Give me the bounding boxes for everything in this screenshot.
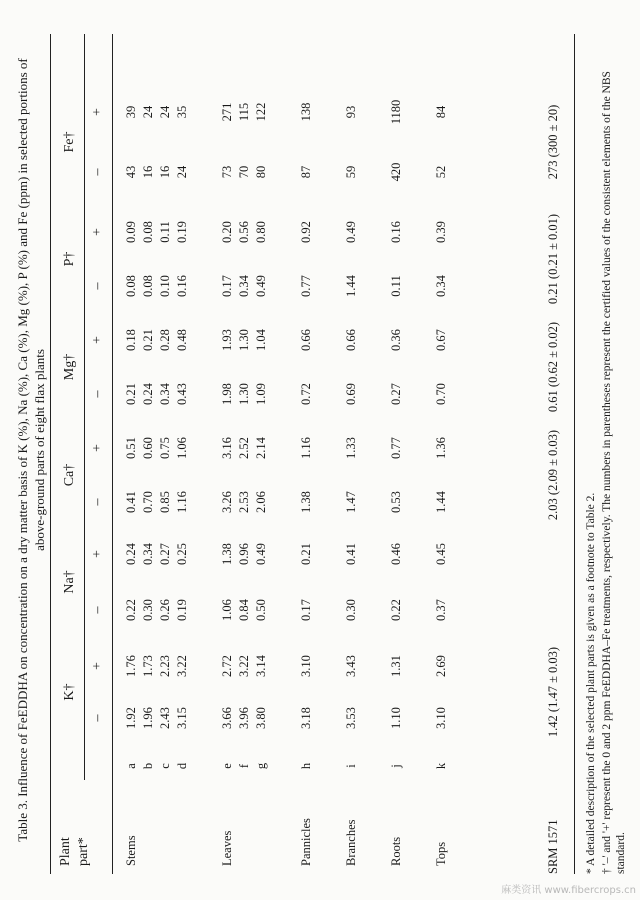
table-cell: 0.43 xyxy=(175,383,189,405)
srm-ca: 2.03 (2.09 ± 0.03) xyxy=(546,429,560,521)
plant-part-name: Leaves xyxy=(220,830,234,866)
sign-plus: + xyxy=(90,662,105,670)
table-cell: 0.49 xyxy=(344,221,358,243)
plant-part-name: Roots xyxy=(389,836,403,866)
table-cell: 0.17 xyxy=(220,275,234,297)
top-rule xyxy=(50,34,51,874)
element-header: P† xyxy=(62,251,77,267)
element-header: Mg† xyxy=(62,353,77,381)
table-cell: 0.21 xyxy=(141,329,155,351)
plant-part-name: Branches xyxy=(344,819,358,866)
table-cell: 1.06 xyxy=(220,599,234,621)
table-cell: 70 xyxy=(237,165,251,179)
table-cell: 0.72 xyxy=(299,383,313,405)
sign-minus: – xyxy=(90,498,105,506)
table-cell: 0.66 xyxy=(299,329,313,351)
table-cell: 0.18 xyxy=(124,329,138,351)
table-cell: 1.38 xyxy=(299,491,313,513)
srm-label: SRM 1571 xyxy=(546,819,560,874)
sign-plus: + xyxy=(90,108,105,116)
table-cell: 0.24 xyxy=(124,543,138,565)
srm-k: 1.42 (1.47 ± 0.03) xyxy=(546,646,560,738)
table-cell: 0.21 xyxy=(299,543,313,565)
row-code: g xyxy=(254,762,268,770)
srm-mg: 0.61 (0.62 ± 0.02) xyxy=(546,321,560,413)
table-cell: 43 xyxy=(124,165,138,179)
table-cell: 0.49 xyxy=(254,275,268,297)
table-cell: 0.45 xyxy=(434,543,448,565)
table-cell: 0.69 xyxy=(344,383,358,405)
table-cell: 0.19 xyxy=(175,221,189,243)
table-cell: 1.44 xyxy=(344,275,358,297)
table-cell: 0.27 xyxy=(158,543,172,565)
bottom-rule xyxy=(574,34,575,874)
table-cell: 0.37 xyxy=(434,599,448,621)
table-cell: 0.24 xyxy=(141,383,155,405)
table-cell: 0.22 xyxy=(124,599,138,621)
table-cell: 2.23 xyxy=(158,655,172,677)
table-cell: 52 xyxy=(434,165,448,179)
table-cell: 0.92 xyxy=(299,221,313,243)
table-cell: 0.48 xyxy=(175,329,189,351)
table-cell: 0.17 xyxy=(299,599,313,621)
table-cell: 0.10 xyxy=(158,275,172,297)
table-cell: 24 xyxy=(141,105,155,119)
table-cell: 0.70 xyxy=(434,383,448,405)
table-cell: 1.06 xyxy=(175,437,189,459)
table-cell: 115 xyxy=(237,102,251,122)
sign-plus: + xyxy=(90,336,105,344)
sign-minus: – xyxy=(90,282,105,290)
table-cell: 0.22 xyxy=(389,599,403,621)
table-cell: 3.15 xyxy=(175,707,189,729)
plant-part-header: Plant xyxy=(58,837,73,866)
table-cell: 0.20 xyxy=(220,221,234,243)
table-cell: 1.31 xyxy=(389,655,403,677)
table-cell: 0.41 xyxy=(124,491,138,513)
table-cell: 3.18 xyxy=(299,707,313,729)
table-cell: 1.38 xyxy=(220,543,234,565)
table-cell: 1.36 xyxy=(434,437,448,459)
footnote-2: † '–' and '+' represent the 0 and 2 ppm FeEDDHA–Fe treatments, respectively. The numbers in parentheses represent the certified values of the consistent elements of the NBS standard. xyxy=(601,71,627,874)
row-code: h xyxy=(299,762,313,770)
table-cell: 0.46 xyxy=(389,543,403,565)
table-cell: 24 xyxy=(158,105,172,119)
sign-minus: – xyxy=(90,714,105,722)
table-cell: 1.30 xyxy=(237,329,251,351)
table-cell: 271 xyxy=(220,102,234,122)
sign-plus: + xyxy=(90,228,105,236)
table-cell: 0.67 xyxy=(434,329,448,351)
element-header: Na† xyxy=(62,570,77,594)
table-cell: 0.36 xyxy=(389,329,403,351)
table-cell: 0.21 xyxy=(124,383,138,405)
sign-plus: + xyxy=(90,444,105,452)
table-cell: 1.16 xyxy=(175,491,189,513)
table-cell: 2.52 xyxy=(237,437,251,459)
table-cell: 0.28 xyxy=(158,329,172,351)
table-cell: 2.72 xyxy=(220,655,234,677)
table-cell: 0.11 xyxy=(158,221,172,243)
row-code: k xyxy=(434,762,448,770)
table-cell: 2.53 xyxy=(237,491,251,513)
table-cell: 3.66 xyxy=(220,707,234,729)
row-code: e xyxy=(220,763,234,769)
table-cell: 0.34 xyxy=(237,275,251,297)
table-cell: 0.25 xyxy=(175,543,189,565)
table-cell: 0.53 xyxy=(389,491,403,513)
table-cell: 1.10 xyxy=(389,707,403,729)
table-cell: 0.77 xyxy=(299,275,313,297)
table-cell: 73 xyxy=(220,165,234,179)
table-cell: 0.34 xyxy=(158,383,172,405)
srm-p: 0.21 (0.21 ± 0.01) xyxy=(546,213,560,305)
table-cell: 1.16 xyxy=(299,437,313,459)
table-cell: 0.34 xyxy=(141,543,155,565)
row-code: f xyxy=(237,763,251,769)
table-cell: 420 xyxy=(389,162,403,182)
table-cell: 1.04 xyxy=(254,329,268,351)
table-cell: 1180 xyxy=(389,99,403,125)
table-cell: 1.09 xyxy=(254,383,268,405)
table-cell: 3.80 xyxy=(254,707,268,729)
table-cell: 0.08 xyxy=(124,275,138,297)
table-cell: 0.84 xyxy=(237,599,251,621)
sign-plus: + xyxy=(90,550,105,558)
footnote-1: * A detailed description of the selected plant parts is given as a footnote to Table 2. xyxy=(585,492,597,874)
row-code: c xyxy=(158,763,172,769)
table-cell: 59 xyxy=(344,165,358,179)
table-cell: 0.08 xyxy=(141,221,155,243)
table-cell: 39 xyxy=(124,105,138,119)
table-cell: 0.34 xyxy=(434,275,448,297)
table-cell: 0.09 xyxy=(124,221,138,243)
sign-minus: – xyxy=(90,168,105,176)
table-cell: 0.50 xyxy=(254,599,268,621)
table-cell: 1.30 xyxy=(237,383,251,405)
table-cell: 1.73 xyxy=(141,655,155,677)
header-bottom-rule xyxy=(112,34,113,874)
sign-minus: – xyxy=(90,390,105,398)
table-cell: 2.69 xyxy=(434,655,448,677)
table-cell: 3.53 xyxy=(344,707,358,729)
table-cell: 3.10 xyxy=(299,655,313,677)
plant-part-header-2: part* xyxy=(76,837,91,866)
table-cell: 0.60 xyxy=(141,437,155,459)
table-cell: 87 xyxy=(299,165,313,179)
rotated-table xyxy=(8,8,632,888)
table-cell: 0.11 xyxy=(389,275,403,297)
table-cell: 1.96 xyxy=(141,707,155,729)
table-cell: 0.39 xyxy=(434,221,448,243)
table-caption: Table 3. Influence of FeEDDHA on concentration on a dry matter basis of K (%), Na (%), Ca (%), Mg (%), P (%) and Fe (ppm) in selected portions of above-ground parts of eight flax plants xyxy=(15,58,47,842)
table-cell: 1.44 xyxy=(434,491,448,513)
table-cell: 0.49 xyxy=(254,543,268,565)
table-cell: 1.98 xyxy=(220,383,234,405)
row-code: j xyxy=(389,764,403,768)
row-code: d xyxy=(175,762,189,770)
table-cell: 3.96 xyxy=(237,707,251,729)
table-cell: 3.43 xyxy=(344,655,358,677)
table-cell: 16 xyxy=(141,165,155,179)
table-cell: 0.70 xyxy=(141,491,155,513)
row-code: b xyxy=(141,762,155,770)
table-cell: 0.19 xyxy=(175,599,189,621)
table-cell: 80 xyxy=(254,165,268,179)
table-cell: 1.93 xyxy=(220,329,234,351)
table-cell: 0.16 xyxy=(175,275,189,297)
table-cell: 138 xyxy=(299,102,313,122)
table-cell: 0.51 xyxy=(124,437,138,459)
table-cell: 0.26 xyxy=(158,599,172,621)
row-code: i xyxy=(344,764,358,768)
table-cell: 84 xyxy=(434,105,448,119)
table-cell: 0.27 xyxy=(389,383,403,405)
table-cell: 0.30 xyxy=(141,599,155,621)
plant-part-name: Stems xyxy=(124,835,138,866)
table-cell: 0.16 xyxy=(389,221,403,243)
table-cell: 24 xyxy=(175,165,189,179)
table-cell: 0.80 xyxy=(254,221,268,243)
element-header: Ca† xyxy=(62,463,77,487)
subheader-rule xyxy=(84,34,85,780)
plant-part-name: Tops xyxy=(434,841,448,866)
table-cell: 0.56 xyxy=(237,221,251,243)
element-header: K† xyxy=(62,683,77,701)
table-cell: 0.85 xyxy=(158,491,172,513)
table-cell: 0.41 xyxy=(344,543,358,565)
table-cell: 35 xyxy=(175,105,189,119)
element-header: Fe† xyxy=(62,131,77,153)
table-cell: 2.06 xyxy=(254,491,268,513)
table-cell: 0.30 xyxy=(344,599,358,621)
table-cell: 1.47 xyxy=(344,491,358,513)
table-cell: 3.22 xyxy=(237,655,251,677)
table-cell: 0.75 xyxy=(158,437,172,459)
plant-part-name: Pannicles xyxy=(299,818,313,866)
table-cell: 0.77 xyxy=(389,437,403,459)
table-cell: 0.08 xyxy=(141,275,155,297)
watermark-text: 麻类资讯 www.fibercrops.cn xyxy=(501,885,636,896)
table-cell: 0.66 xyxy=(344,329,358,351)
table-cell: 2.43 xyxy=(158,707,172,729)
table-cell: 3.16 xyxy=(220,437,234,459)
table-cell: 3.10 xyxy=(434,707,448,729)
table-cell: 2.14 xyxy=(254,437,268,459)
table-cell: 3.14 xyxy=(254,655,268,677)
table-cell: 93 xyxy=(344,105,358,119)
sign-minus: – xyxy=(90,606,105,614)
table-cell: 122 xyxy=(254,102,268,122)
table-cell: 1.33 xyxy=(344,437,358,459)
table-cell: 1.92 xyxy=(124,707,138,729)
table-cell: 3.26 xyxy=(220,491,234,513)
table-cell: 0.96 xyxy=(237,543,251,565)
row-code: a xyxy=(124,763,138,769)
table-cell: 3.22 xyxy=(175,655,189,677)
srm-fe: 273 (300 ± 20) xyxy=(546,104,560,180)
table-cell: 1.76 xyxy=(124,655,138,677)
table-cell: 16 xyxy=(158,165,172,179)
